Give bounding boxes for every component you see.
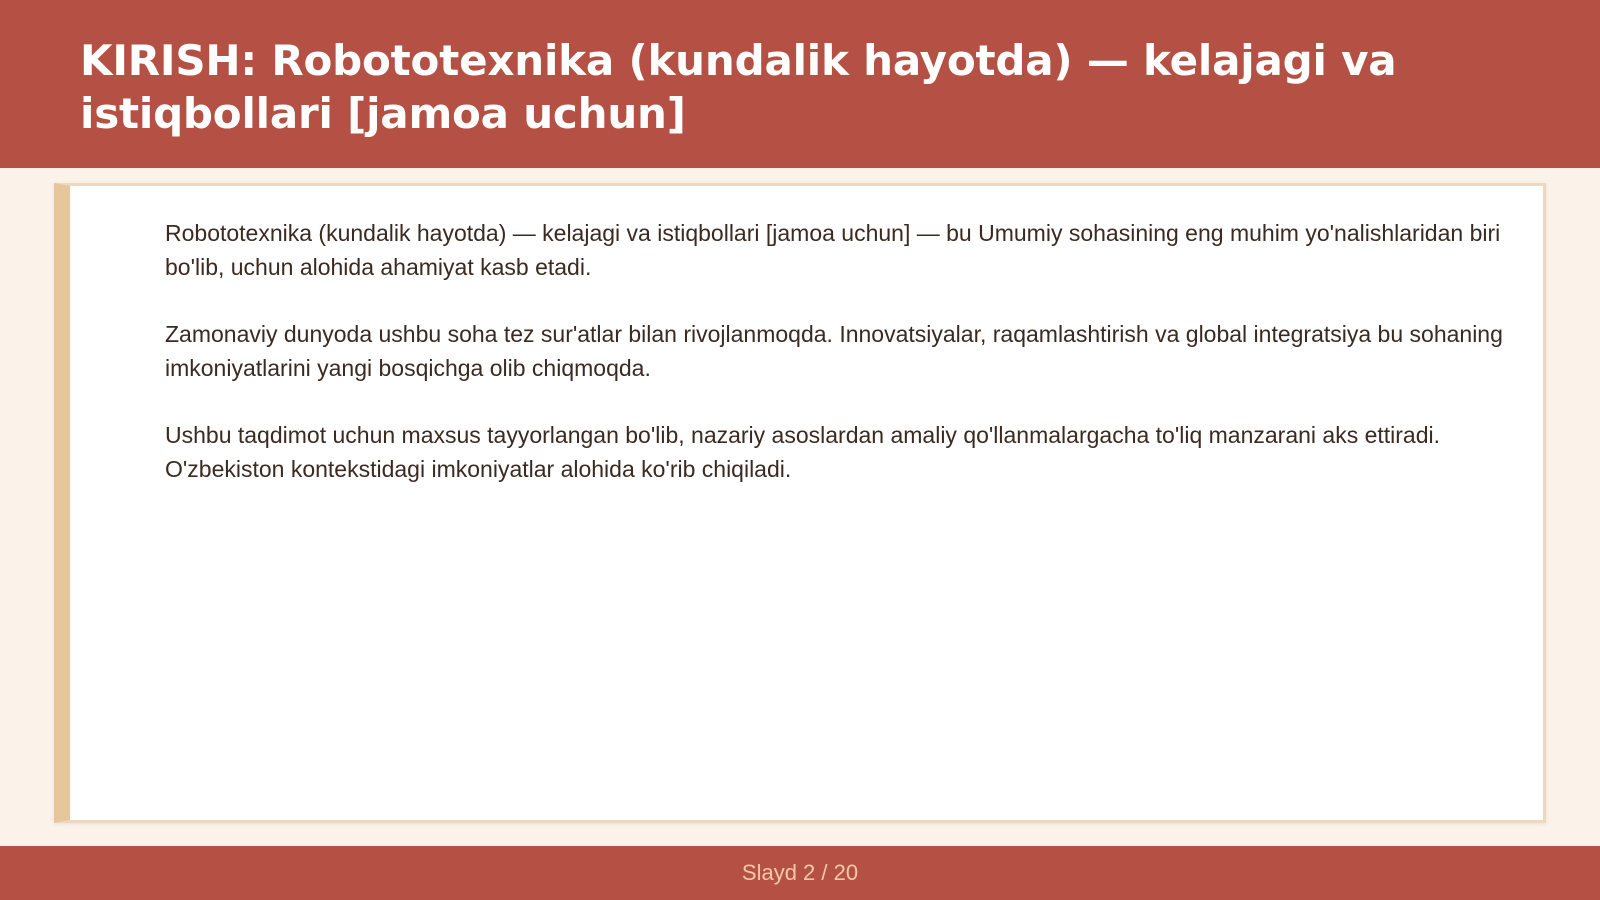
content-text (165, 216, 1550, 519)
content-card (54, 183, 1546, 823)
paragraph-intro: Robototexnika (kundalik hayotda) — kelajagi va istiqbollari [jamoa uchun] — bu Umumiy sohasining eng muhim yo'nalishlaridan biri bo'lib, uchun alohida ahamiyat kasb etadi. (165, 220, 1501, 280)
slide-header (0, 0, 1600, 168)
paragraph-modern-world: Zamonaviy dunyoda ushbu soha tez sur'atlar bilan rivojlanmoqda. Innovatsiyalar, raqamlashtirish va global integratsiya bu sohaning imkoniyatlarini yangi bosqichga olib chiqmoqda. (165, 321, 1503, 381)
paragraph-presentation-purpose: Ushbu taqdimot uchun maxsus tayyorlangan bo'lib, nazariy asoslardan amaliy qo'llanmalargacha to'liq manzarani aks ettiradi. O'zbekiston kontekstidagi imkoniyatlar alohida ko'rib chiqiladi. (165, 422, 1441, 482)
slide-footer (0, 846, 1600, 900)
slide-counter: Slayd 2 / 20 (741, 860, 859, 885)
slide-title: KIRISH: Robototexnika (kundalik hayotda) — kelajagi va istiqbollari [jamoa uchun] (80, 36, 1397, 138)
